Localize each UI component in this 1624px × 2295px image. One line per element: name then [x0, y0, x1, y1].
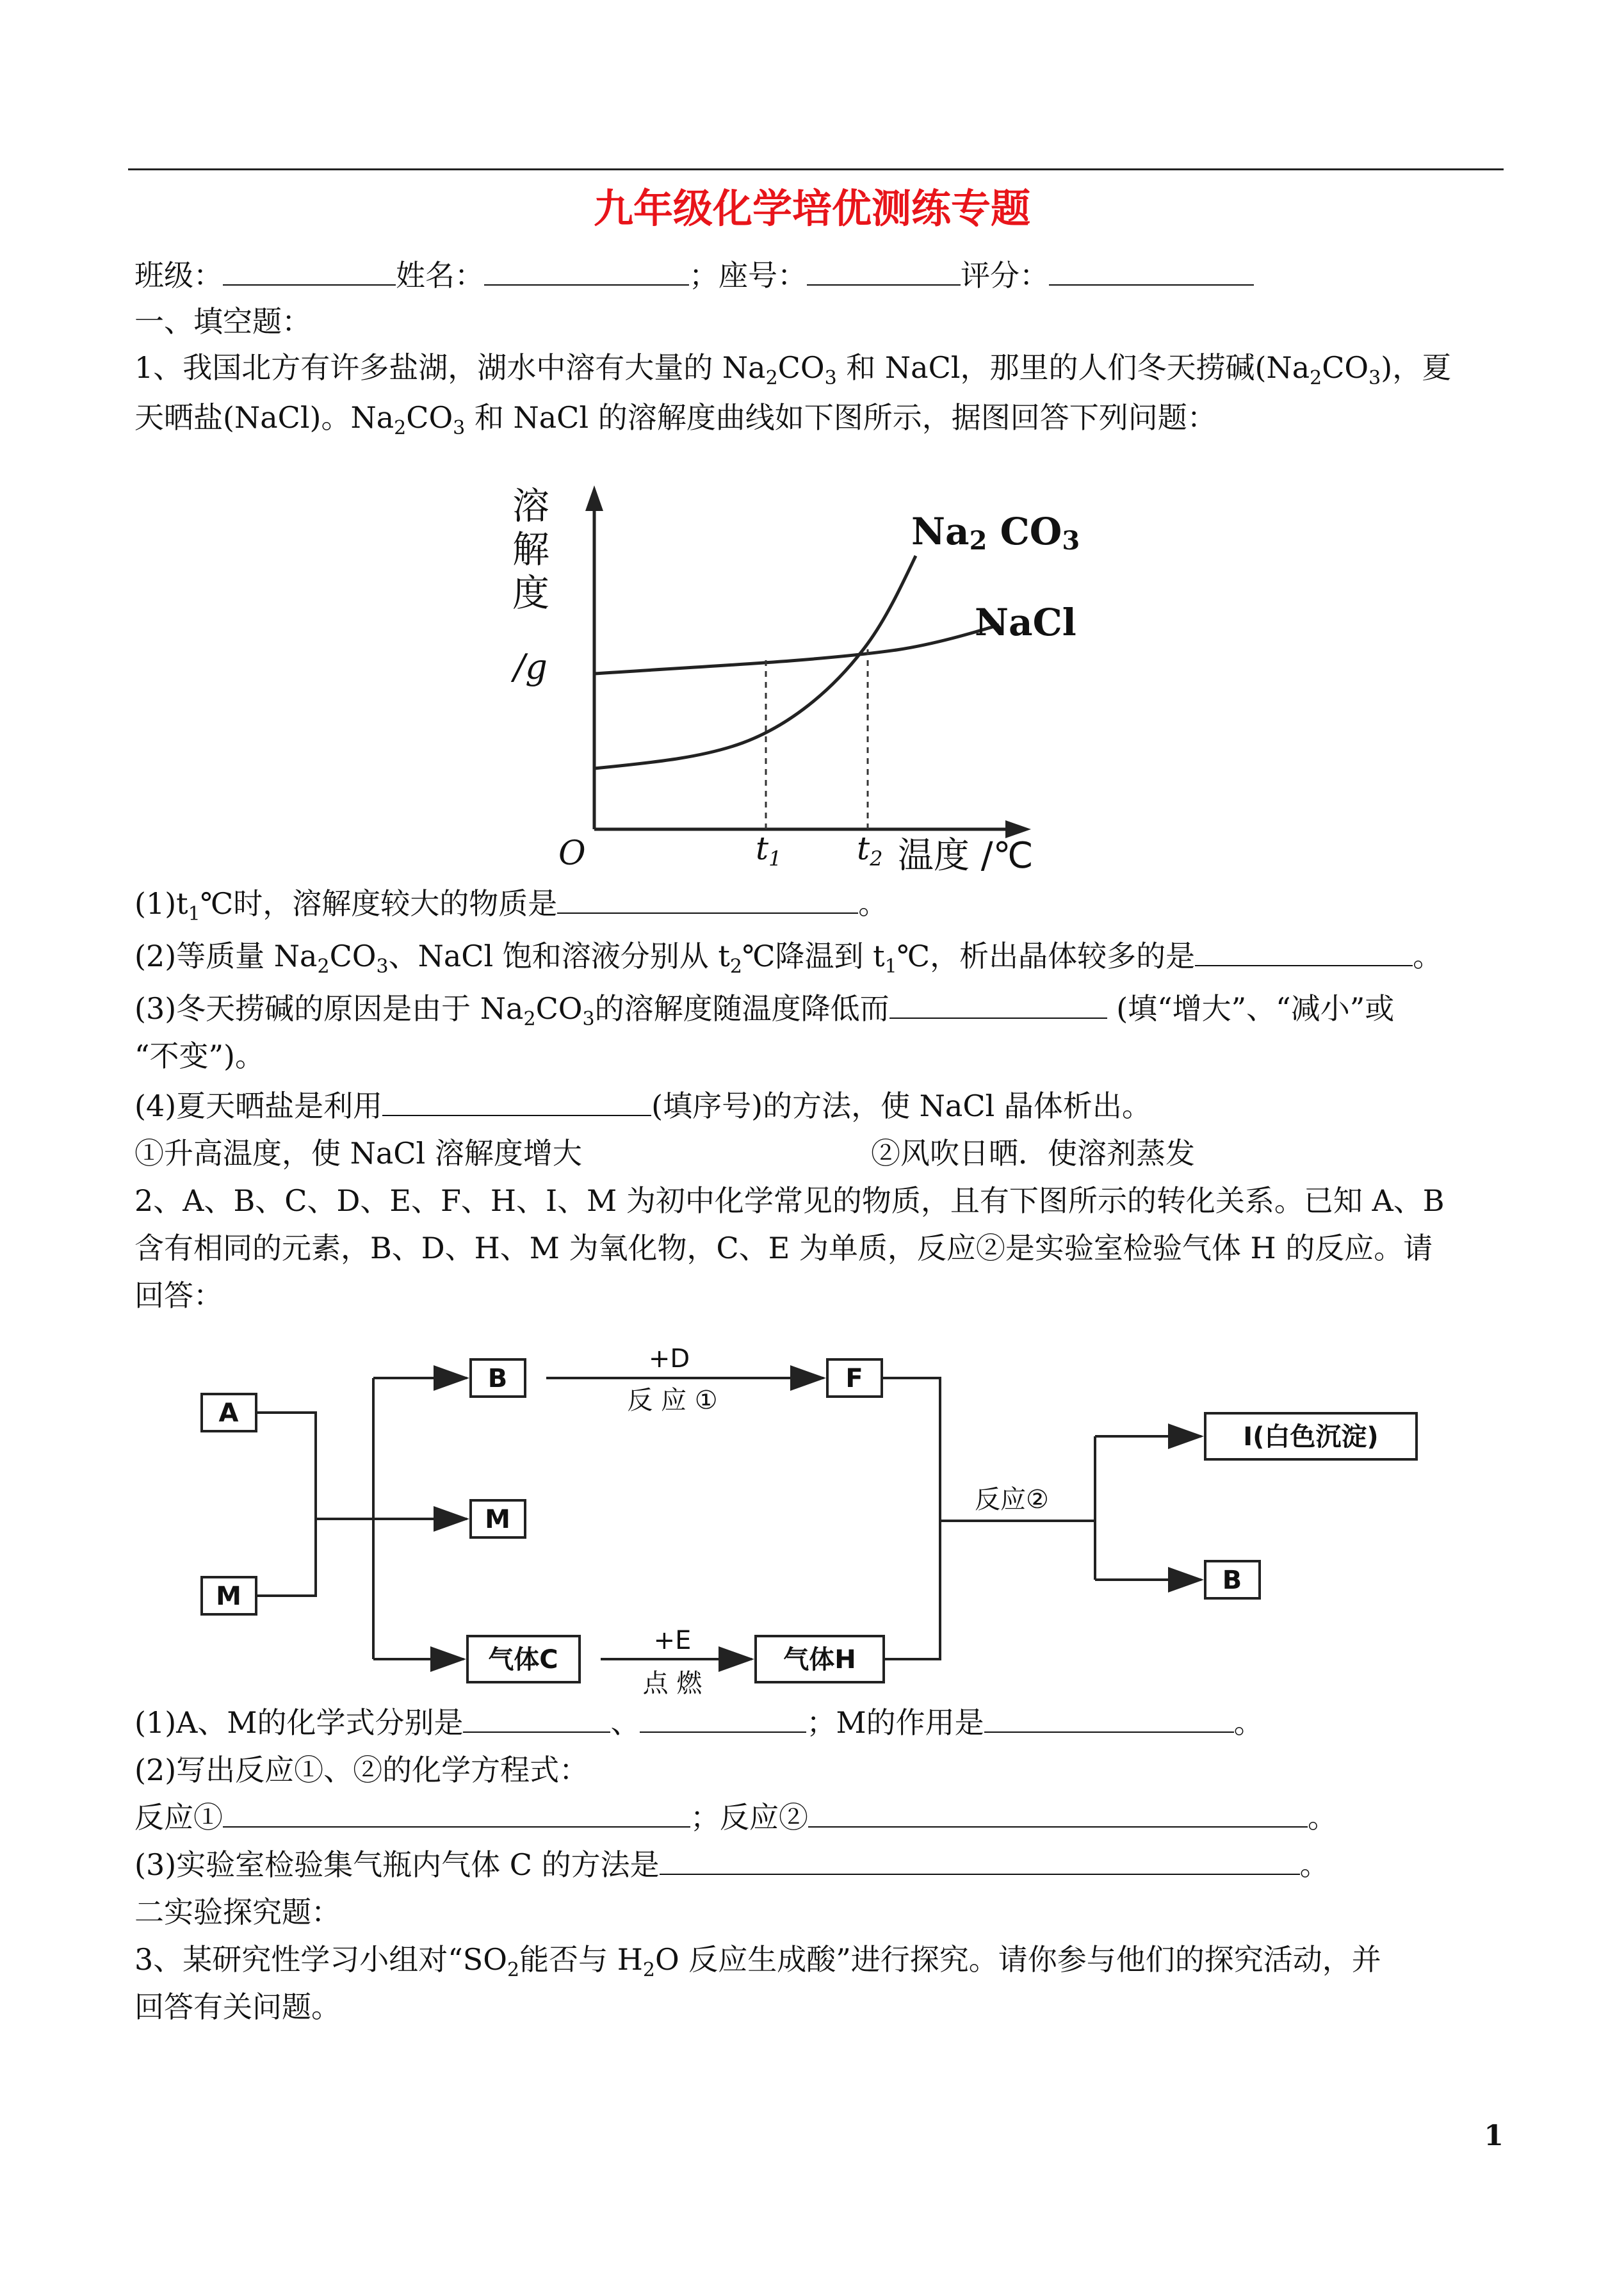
- node-h: 气体H: [783, 1645, 856, 1675]
- q2-equations: 反应① ；反应② 。: [134, 1798, 1337, 1837]
- q1-option-1: ①升高温度，使 NaCl 溶解度增大: [134, 1136, 582, 1171]
- transformation-diagram: [186, 1332, 1466, 1710]
- seat-label: ；座号：: [689, 258, 807, 293]
- ylabel-char-2: 解: [512, 528, 550, 571]
- score-label: 评分：: [961, 258, 1049, 293]
- name-blank: [484, 256, 689, 286]
- name-label: 姓名：: [396, 258, 484, 293]
- edge-ch-top: +E: [653, 1626, 692, 1655]
- x-tick-label-t2: $t_2$: [857, 830, 883, 871]
- edge-bf-top: +D: [648, 1344, 690, 1374]
- q1-sub-1: $(1)t_1℃$时，溶解度较大的物质是 。: [134, 884, 888, 934]
- series-line-nacl: [594, 625, 999, 674]
- legend-na2co3: Na2 CO3: [911, 510, 1080, 556]
- node-b-out: B: [1222, 1566, 1242, 1595]
- q1-sub-4: (4)夏天晒盐是利用 (填序号)的方法，使 NaCl 晶体析出。: [134, 1087, 1151, 1125]
- y-axis-arrow: [585, 485, 603, 511]
- q2-sub-1: (1)A、M的化学式分别是 、 ；M的作用是 。: [134, 1703, 1263, 1742]
- ab-merge-line: [256, 1413, 316, 1596]
- node-b: B: [487, 1364, 508, 1393]
- node-m-in: M: [216, 1582, 241, 1611]
- q2-sub-2: (2)写出反应①、②的化学方程式：: [134, 1753, 589, 1787]
- node-c: 气体C: [488, 1645, 558, 1675]
- page-number: 1: [1484, 2120, 1504, 2152]
- q1-sub-3-cont: “不变”)。: [134, 1039, 264, 1073]
- edge-bf-bottom: 反 应 ①: [627, 1386, 718, 1415]
- class-label: 班级：: [134, 258, 223, 293]
- seat-blank: [807, 256, 961, 286]
- class-blank: [223, 256, 396, 286]
- node-m-out: M: [485, 1505, 510, 1534]
- node-a: A: [218, 1399, 239, 1428]
- q2-line-1: 2、A、B、C、D、E、F、H、I、M 为初中化学常见的物质，且有下图所示的转化关系。已知 A、B: [134, 1183, 1445, 1218]
- edge-react2: 反应②: [975, 1485, 1049, 1514]
- section-1-heading: 一、填空题：: [134, 304, 311, 339]
- origin-label: O: [558, 834, 586, 873]
- q1-sub-3: (3)冬天捞碱的原因是由于 $Na_2CO_3$的溶解度随温度降低而 (填“增大”、“减小”或: [134, 989, 1394, 1039]
- q3-line-1: 3、某研究性学习小组对“$SO_2$能否与 $H_2O$ 反应生成酸”进行探究。请你参与他们的探究活动，并: [134, 1942, 1381, 1982]
- q2-line-3: 回答：: [134, 1278, 223, 1313]
- x-tick-label-t1: $t_1$: [756, 830, 782, 871]
- edge-ch-bottom: 点 燃: [642, 1669, 702, 1698]
- q1-option-2: ②风吹日晒．使溶剂蒸发: [871, 1136, 1195, 1171]
- q2-sub-3: (3)实验室检验集气瓶内气体 C 的方法是 。: [134, 1845, 1329, 1884]
- q1-line-2: 天晒盐(NaCl)。$Na_2CO_3$ 和 NaCl 的溶解度曲线如下图所示，据图回答下列问题：: [134, 400, 1217, 440]
- node-f: F: [845, 1364, 863, 1393]
- info-line: [134, 256, 1254, 295]
- q1-line-1: 1、我国北方有许多盐湖，湖水中溶有大量的 $Na_2CO_3$ 和 NaCl，那里的人们冬天捞碱$(Na_2CO_3)$，夏: [134, 350, 1452, 390]
- ylabel-char-3: 度: [512, 571, 550, 615]
- q1-sub-2: (2)等质量 $Na_2CO_3$、NaCl 饱和溶液分别从 $t_2℃$降温到 $t_1℃$，析出晶体较多的是 。: [134, 937, 1442, 986]
- xlabel: 温度 /℃: [898, 835, 1034, 877]
- q3-line-2: 回答有关问题。: [134, 1990, 341, 2024]
- solubility-chart: [499, 480, 1114, 877]
- header-rule: [128, 168, 1504, 170]
- legend-nacl: NaCl: [975, 601, 1076, 644]
- page-title: 九年级化学培优测练专题: [593, 185, 1030, 232]
- q2-line-2: 含有相同的元素，B、D、H、M 为氧化物，C、E 为单质，反应②是实验室检验气体 H 的反应。请: [134, 1231, 1433, 1265]
- fh-merge-line: [882, 1378, 940, 1659]
- section-2-heading: 二实验探究题：: [134, 1895, 341, 1929]
- score-blank: [1049, 256, 1254, 286]
- node-i: I(白色沉淀): [1243, 1422, 1379, 1452]
- ylabel-unit: /g: [514, 647, 548, 687]
- ylabel-char-1: 溶: [512, 484, 550, 528]
